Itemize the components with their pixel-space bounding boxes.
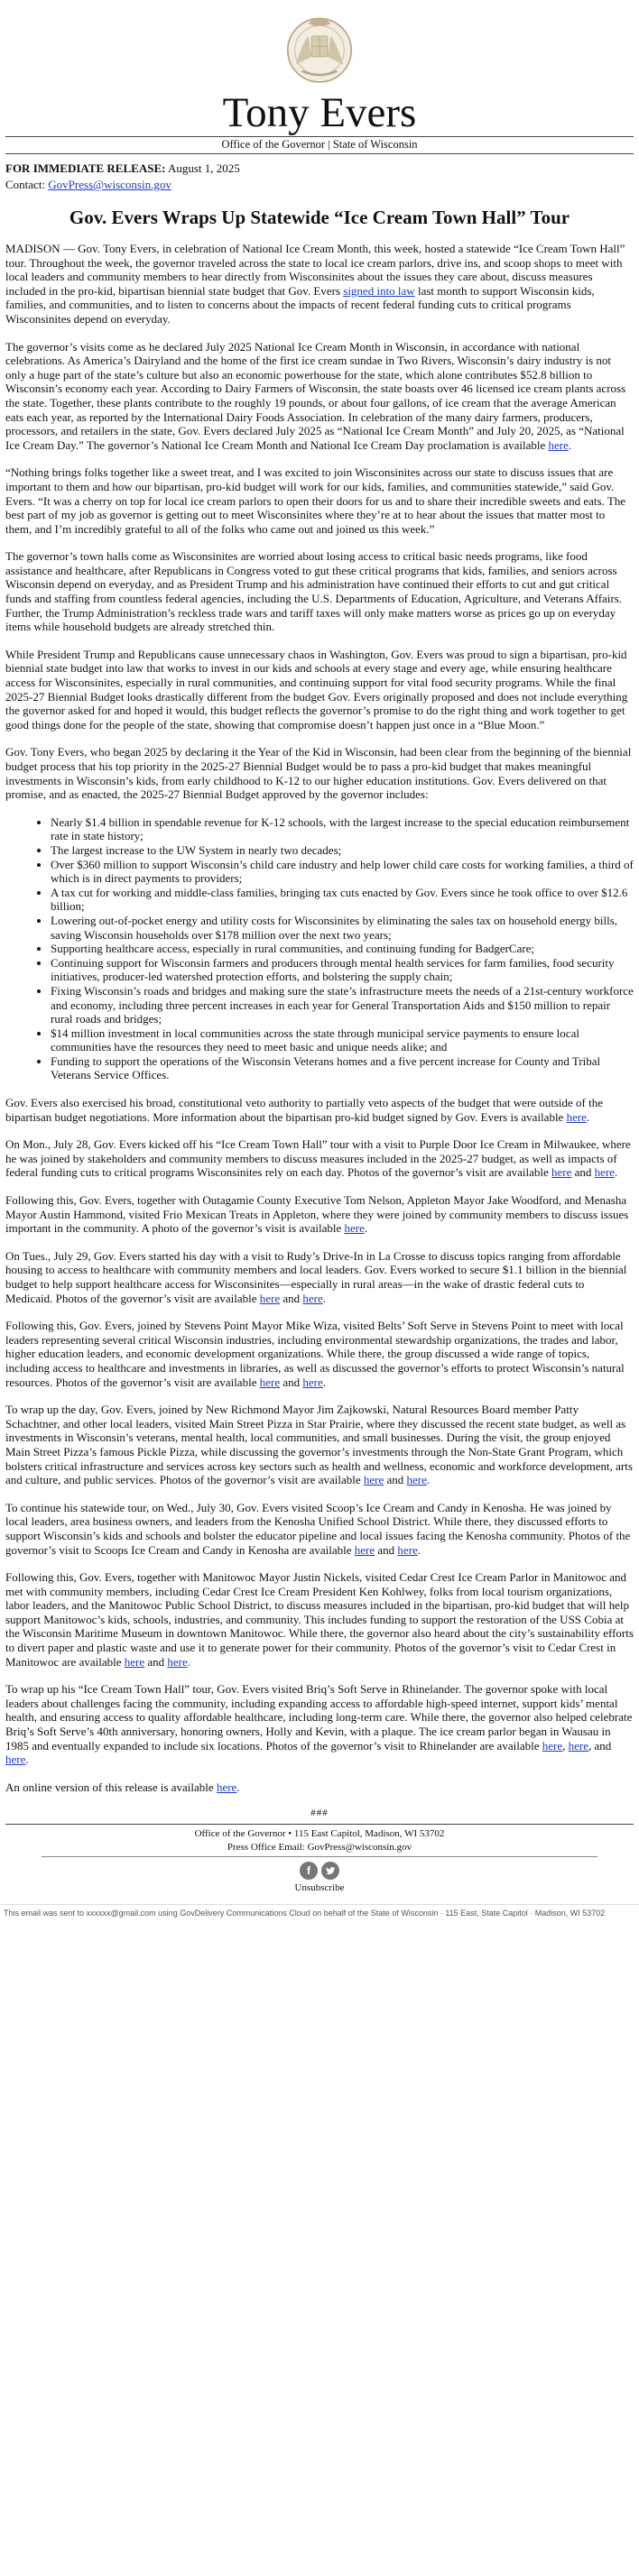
list-item: • $14 million investment in local communities across the state through municipal service payments to ensure local communities have the resources they need to meet basic and unique needs alike; and <box>51 1026 634 1054</box>
photo-link[interactable]: here <box>5 1753 26 1767</box>
release-date: August 1, 2025 <box>165 161 240 175</box>
release-label: FOR IMMEDIATE RELEASE: <box>5 161 166 175</box>
footer <box>5 1824 634 1895</box>
photo-link[interactable]: here <box>302 1291 323 1305</box>
paragraph-online-version: An online version of this release is available here. <box>5 1780 240 1794</box>
paragraph-star-prairie: To wrap up the day, Gov. Evers, joined by New Richmond Mayor Jim Zajkowski, Natural Resources Board member Patty Schachtner, and other local leaders, visited Main Street Pizza in Star Prairie, where they discussed the recent state budget, as well as investments in Wisconsin’s veterans, mental health, local communities, and small businesses. During the visit, the group enjoyed Main Street Pizza’s famous Pickle Pizza, while discussing the governor’s investments through the Non-State Grant Program, which bolsters critical infrastructure and services across key sectors such as health and wellness, economic and workforce development, arts and culture, and public services. Photos of the governor’s visit are available here and here. <box>5 1403 633 1487</box>
paragraph-rhinelander: To wrap up his “Ice Cream Town Hall” tour, Gov. Evers visited Briq’s Soft Serve in Rhinelander. The governor spoke with local leaders about challenges facing the community, including expanding access to affordable high-speed internet, support kids’ mental health, and ensuring access to quality affordable healthcare, including long-term care. While there, the governor also helped celebrate Briq’s Soft Serve’s 40th anniversary, honoring owners, Holly and Kevin, with a plaque. The ice cream parlor began in Wausau in 1985 and eventually expanded to include six locations. Photos of the governor’s visit to Rhinelander are available here, here, and here. <box>5 1682 633 1767</box>
list-item: • Lowering out-of-pocket energy and utility costs for Wisconsinites by eliminating the sales tax on household energy bills, saving Wisconsin households over $178 million over the next two years; <box>51 914 634 942</box>
contact-line <box>5 177 634 193</box>
photo-link[interactable]: here <box>344 1221 365 1236</box>
list-item: • Funding to support the operations of the Wisconsin Veterans homes and a five percent increase for County and Tribal Veterans Service Offices. <box>51 1054 634 1082</box>
release-date-line <box>5 161 634 177</box>
photo-link[interactable]: here <box>594 1165 616 1180</box>
photo-link[interactable]: here <box>302 1375 323 1389</box>
photo-link[interactable]: here <box>406 1473 427 1487</box>
paragraph-veto: Gov. Evers also exercised his broad, constitutional veto authority to partially veto aspects of the budget that were outside of the bipartisan budget negotiations. More information about the bipartisan pro-kid budget signed by Gov. Evers is available here. <box>5 1096 603 1124</box>
paragraph-intro: MADISON — Gov. Tony Evers, in celebration of National Ice Cream Month, this week, hosted a statewide “Ice Cream Town Hall” tour. Throughout the week, the governor traveled across the state to local ice cream parlors, drive ins, and scoop shops to meet with local leaders and community members to hear directly from Wisconsinites about the issues they care about, discuss measures included in the pro-kid, bipartisan biennial state budget that Gov. Evers signed into law last month to support Wisconsin kids, families, and communities, and to listen to concerns about the impacts of recent federal funding cuts to critical programs Wisconsinites depend on everyday. <box>5 242 625 326</box>
masthead <box>0 0 639 154</box>
paragraph-quote: “Nothing brings folks together like a sweet treat, and I was excited to join Wisconsinites across our state to discuss issues that are important to them and how our bipartisan, pro-kid budget will work for our kids, families, and communities statewide,” said Gov. Evers. “It was a cherry on top for local ice cream parlors to open their doors for us and to share their incredible sweets and eats. The best part of my job as governor is getting out to meet Wisconsinites where they’re at to hear about the issues that matter most to them, and I’m incredibly grateful to all of the folks who came out and joined us this week.” <box>5 465 626 536</box>
press-email-link[interactable]: GovPress@wisconsin.gov <box>307 1842 412 1854</box>
photo-link[interactable]: here <box>354 1542 375 1557</box>
photo-link[interactable]: here <box>397 1542 418 1557</box>
budget-info-link[interactable]: here <box>566 1109 587 1124</box>
budget-items-list <box>5 815 634 1082</box>
list-item: • Over $360 million to support Wisconsin’s child care industry and help lower child care costs for working families, a third of which is in direct payments to providers; <box>51 858 634 886</box>
proclamation-link[interactable]: here <box>548 437 569 452</box>
social-links <box>5 1862 634 1880</box>
governor-name: Tony Evers <box>222 89 417 136</box>
twitter-icon[interactable] <box>321 1862 339 1880</box>
list-item: • Fixing Wisconsin’s roads and bridges and making sure the state’s infrastructure meets the needs of a 21st-century workforce and economy, including three percent increases in each year for General Transportation Aids and $150 million to repair rural roads and bridges; <box>51 984 634 1026</box>
online-version-link[interactable]: here <box>216 1780 237 1794</box>
footer-address: Office of the Governor • 115 East Capitol, Madison, WI 53702 <box>194 1828 445 1840</box>
paragraph-federal-cuts: The governor’s town halls come as Wisconsinites are worried about losing access to critical basic needs programs, like food assistance and healthcare, after Republicans in Congress voted to gut these critical programs that kids, families, and seniors across Wisconsin depend on everyday, and as President Trump and his administration have continued their efforts to cut and gut critical funds and staffing from countless federal agencies, including the U.S. Departments of Education, Agriculture, and Veterans Affairs. Further, the Trump Administration’s reckless trade wars and tariff taxes will only make matters worse as prices go up on everyday items while household budgets are already stretched thin. <box>5 549 623 634</box>
paragraph-milwaukee: On Mon., July 28, Gov. Evers kicked off his “Ice Cream Town Hall” tour with a visit to Purple Door Ice Cream in Milwaukee, where he was joined by stakeholders and community members to discuss measures included in the 2025-27 budget, as well as impacts of federal funding cuts to critical programs Wisconsinites rely on each day. Photos of the governor’s visit are available here and here. <box>5 1137 631 1180</box>
signed-into-law-link[interactable]: signed into law <box>343 283 415 298</box>
release-headline: Gov. Evers Wraps Up Statewide “Ice Cream Town Hall” Tour <box>69 207 570 228</box>
list-item: • Continuing support for Wisconsin farmers and producers through mental health services for farm families, food security initiatives, producer-led watershed protection efforts, and bolstering the supply chain; <box>51 956 634 984</box>
paragraph-manitowoc: Following this, Gov. Evers, together with Manitowoc Mayor Justin Nickels, visited Cedar Crest Ice Cream Parlor in Manitowoc and met with community members, including Cedar Crest Ice Cream President Ken Kohlwey, folks from local tourism organizations, labor leaders, and the Manitowoc Public School District, to discuss measures included in the bipartisan, pro-kid budget that will help support Manitowoc’s kids, schools, industries, and community. This includes funding to support the restoration of the USS Cobia at the Wisconsin Maritime Museum in downtown Manitowoc. While there, the governor also heard about the city’s sustainability efforts to divert paper and plastic waste and use it to generate power for their community. Photos of the governor’s visit to Cedar Crest in Manitowoc are available here and here. <box>5 1570 634 1669</box>
photo-link[interactable]: here <box>259 1291 281 1305</box>
release-body <box>0 242 639 1794</box>
paragraph-ice-cream-month: The governor’s visits come as he declared July 2025 National Ice Cream Month in Wisconsin, in accordance with national celebrations. As America’s Dairyland and the home of the first ice cream sundae in Two Rivers, Wisconsin’s dairy industry is not only a huge part of the state’s culture but also an economic powerhouse for the state, which alone contributes $52.8 billion to Wisconsin’s economy each year. According to Dairy Farmers of Wisconsin, the state boasts over 46 licensed ice cream plants across the state. Together, these plants contribute to the roughly 19 pounds, or about four gallons, of ice cream that the average American eats each year, as reported by the International Dairy Foods Association. In celebration of the many dairy farmers, producers, processors, and retailers in the state, Gov. Evers declared July 2025 as “National Ice Cream Month” and July 20, 2025, as “National Ice Cream Day.” The governor’s National Ice Cream Month and National Ice Cream Day proclamation is available here. <box>5 339 626 452</box>
photo-link[interactable]: here <box>542 1738 563 1753</box>
unsubscribe-link[interactable]: Unsubscribe <box>294 1882 345 1894</box>
office-line: Office of the Governor | State of Wisconsin <box>5 136 634 154</box>
paragraph-stevens-point: Following this, Gov. Evers, joined by Stevens Point Mayor Mike Wiza, visited Belts’ Soft Serve in Stevens Point to meet with local leaders representing several critical Wisconsin industries, including environmental stewardship organizations, the trades and labor, higher education leaders, and economic development organizations. While there, the group discussed a wide range of topics, including access to healthcare and investments in libraries, as well as discussed the governor’s efforts to protect Wisconsin’s natural resources. Photos of the governor’s visit are available here and here. <box>5 1319 625 1389</box>
list-item: • A tax cut for working and middle-class families, bringing tax cuts enacted by Gov. Evers since he took office to over $12.6 billion; <box>51 886 634 914</box>
photo-link[interactable]: here <box>124 1654 145 1669</box>
contact-email-link[interactable]: GovPress@wisconsin.gov <box>48 178 171 191</box>
contact-label: Contact: <box>5 178 49 191</box>
photo-link[interactable]: here <box>259 1375 281 1389</box>
footer-press-line: Press Office Email: GovPress@wisconsin.gov <box>227 1842 412 1854</box>
list-item: • Nearly $1.4 billion in spendable revenue for K-12 schools, with the largest increase to the special education reimbursement rate in state history; <box>51 815 634 843</box>
photo-link[interactable]: here <box>167 1654 188 1669</box>
release-meta <box>0 154 639 193</box>
paragraph-bipartisan-budget: While President Trump and Republicans cause unnecessary chaos in Washington, Gov. Evers was proud to sign a bipartisan, pro-kid biennial state budget into law that works to invest in our kids and schools at every stage and every age, while ensuring healthcare access for Wisconsinites, especially in rural communities, and continuing support for vital food security programs. While the final 2025-27 Biennial Budget looks drastically different from the budget Gov. Evers originally proposed and does not include everything the governor asked for and hoped it would, this budget reflects the governor’s promise to do the right thing and work together to get good things done for the people of the state, showing that compromise doesn’t happen just once in a “Blue Moon.” <box>5 647 628 731</box>
facebook-icon[interactable]: f <box>300 1862 318 1880</box>
paragraph-la-crosse: On Tues., July 29, Gov. Evers started his day with a visit to Rudy’s Drive-In in La Crosse to discuss topics ranging from affordable housing to access to healthcare with community members and local leaders. Gov. Evers worked to secure $1.1 billion in the biennial budget to help support healthcare access for Wisconsinites—especially in rural areas—in the wake of drastic federal cuts to Medicaid. Photos of the governor’s visit are available here and here. <box>5 1248 627 1305</box>
wisconsin-seal-icon <box>280 9 359 88</box>
list-item: • The largest increase to the UW System in nearly two decades; <box>51 843 634 858</box>
paragraph-appleton: Following this, Gov. Evers, together with Outagamie County Executive Tom Nelson, Appleton Mayor Jake Woodford, and Menasha Mayor Austin Hammond, visited Frio Mexican Treats in Appleton, where they were joined by community members to discuss issues important in the community. A photo of the governor’s visit is available here. <box>5 1193 629 1236</box>
list-item: • Supporting healthcare access, especially in rural communities, and continuing funding for BadgerCare; <box>51 942 634 956</box>
photo-link[interactable]: here <box>363 1473 384 1487</box>
fine-print: This email was sent to xxxxxx@gmail.com using GovDelivery Communications Cloud on behalf of the State of Wisconsin · 115 East, State Capitol · Madison, WI 53702 <box>0 1904 639 1918</box>
paragraph-kenosha: To continue his statewide tour, on Wed., July 30, Gov. Evers visited Scoop’s Ice Cream and Candy in Kenosha. He was joined by local leaders, area business owners, and leaders from the Kenosha Unified School District. While there, they discussed efforts to support Wisconsin’s kids and schools and bolster the educator pipeline and local issues facing the Kenosha community. Photos of the governor’s visit to Scoops Ice Cream and Candy in Kenosha are available here and here. <box>5 1500 631 1557</box>
end-marks: ### <box>310 1808 329 1819</box>
paragraph-year-of-kid: Gov. Tony Evers, who began 2025 by declaring it the Year of the Kid in Wisconsin, had been clear from the beginning of the biennial budget process that his top priority in the 2025-27 Biennial Budget would be to pass a pro-kid budget that makes meaningful investments in Wisconsin’s kids, from early childhood to K-12 to our higher education institutions. Gov. Evers delivered on that promise, and as enacted, the 2025-27 Biennial Budget approved by the governor includes: <box>5 745 632 802</box>
photo-link[interactable]: here <box>551 1165 572 1180</box>
footer-divider <box>42 1856 597 1857</box>
photo-link[interactable]: here <box>568 1738 588 1753</box>
